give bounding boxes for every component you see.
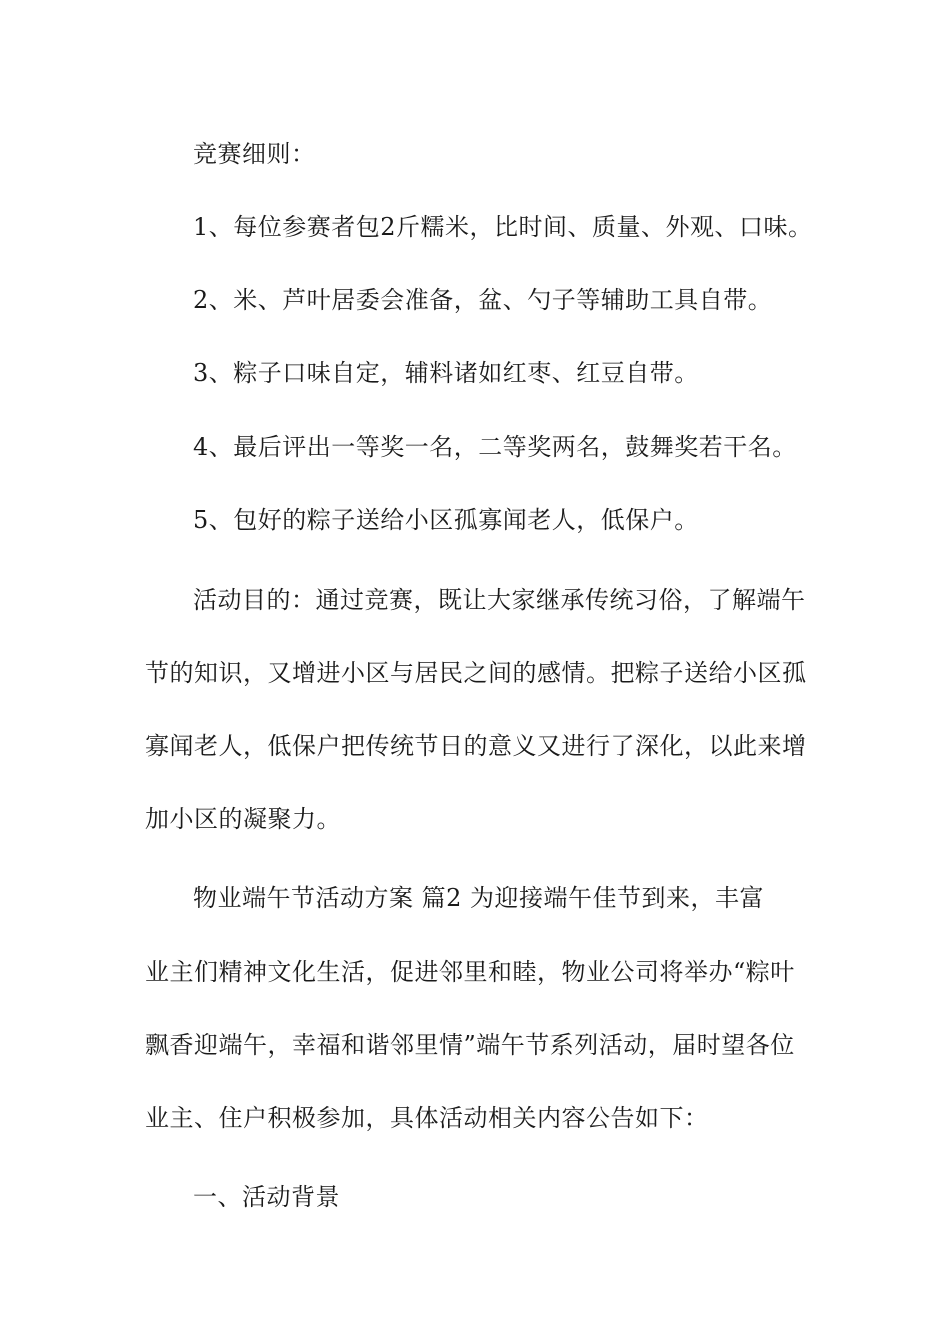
paragraph-plan2-line-4: 业主、住户积极参加，具体活动相关内容公告如下： [145, 1104, 709, 1132]
rule-item-2: 2、米、芦叶居委会准备，盆、勺子等辅助工具自带。 [193, 286, 773, 314]
paragraph-purpose-line-4: 加小区的凝聚力。 [145, 805, 341, 833]
rule-item-3: 3、粽子口味自定，辅料诸如红枣、红豆自带。 [193, 359, 699, 387]
paragraph-plan2-line-3: 飘香迎端午，幸福和谐邻里情”端午节系列活动，届时望各位 [145, 1031, 795, 1059]
paragraph-plan2-line-1: 物业端午节活动方案 篇2 为迎接端午佳节到来，丰富 [193, 884, 765, 912]
rule-item-4: 4、最后评出一等奖一名，二等奖两名，鼓舞奖若干名。 [193, 433, 797, 461]
paragraph-purpose-line-3: 寡闻老人，低保户把传统节日的意义又进行了深化，以此来增 [145, 732, 807, 760]
paragraph-plan2-line-2: 业主们精神文化生活，促进邻里和睦，物业公司将举办“粽叶 [145, 958, 795, 986]
section-heading-rules: 竞赛细则： [193, 140, 316, 168]
rule-item-1: 1、每位参赛者包2斤糯米，比时间、质量、外观、口味。 [193, 213, 813, 241]
rule-item-5: 5、包好的粽子送给小区孤寡闻老人，低保户。 [193, 506, 699, 534]
section-heading-background: 一、活动背景 [193, 1183, 340, 1211]
paragraph-purpose-line-2: 节的知识，又增进小区与居民之间的感情。把粽子送给小区孤 [145, 659, 807, 687]
paragraph-purpose-line-1: 活动目的：通过竞赛，既让大家继承传统习俗，了解端午 [193, 586, 806, 614]
